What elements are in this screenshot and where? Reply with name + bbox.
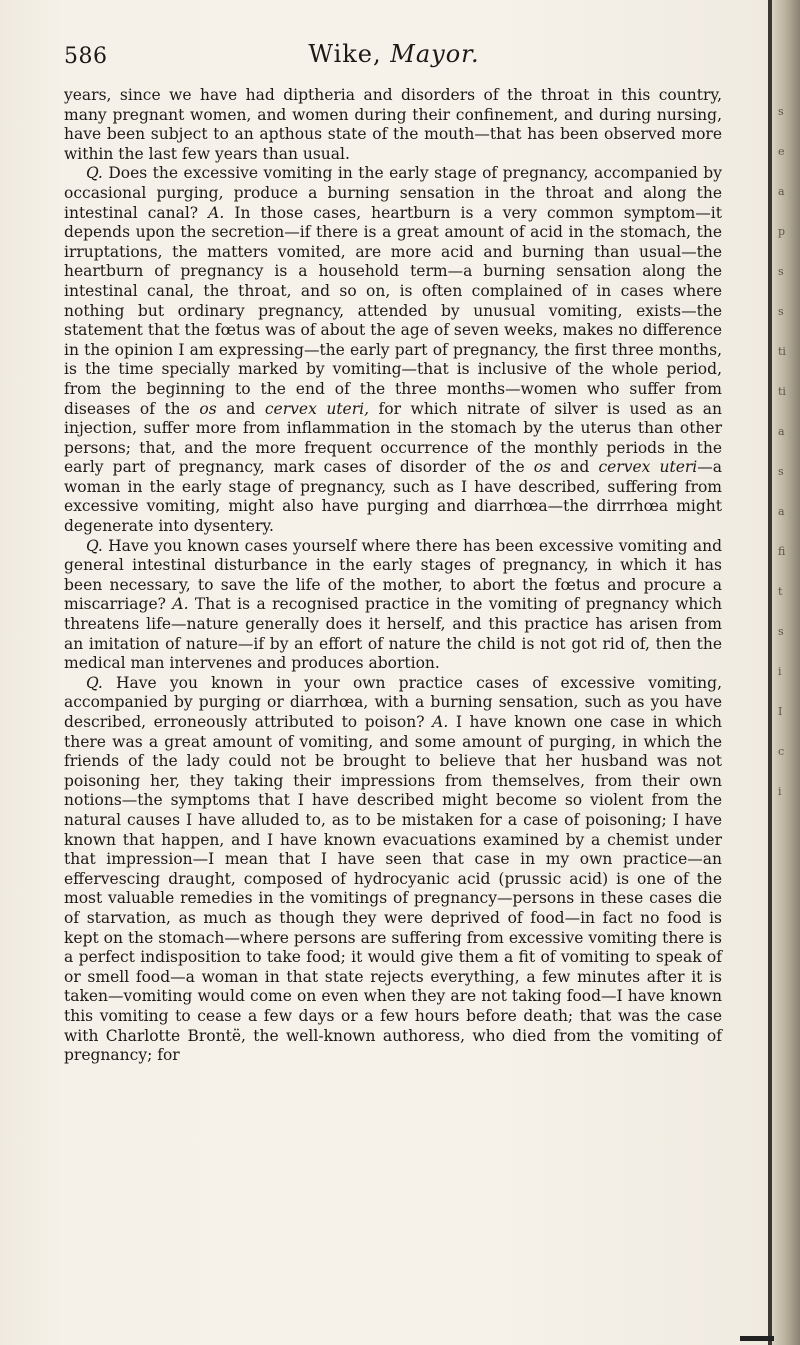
facing-page-fragment: ti	[778, 385, 786, 398]
italic-text: cervex uteri	[598, 458, 698, 477]
facing-page-fragment: c	[778, 745, 785, 758]
italic-text: Q.	[86, 536, 103, 555]
paragraph	[64, 537, 722, 674]
text-run: Does the excessive vomiting in the early stage of pregnancy, accompanied by occasional purging, produce a burning sensation in the throat and along the intestinal canal?	[64, 164, 722, 222]
facing-page-fragment: s	[778, 305, 784, 318]
running-head-title: Mayor.	[390, 40, 480, 68]
facing-page-fragment: e	[778, 145, 785, 158]
text-run: In those cases, heartburn is a very common symptom—it depends upon the secretion—if there is a great amount of acid in the stomach, the irruptations, the matters vomited, are more acid and burning than usual—the heartburn of pregnancy is a household term—a burning sensation along the intestinal canal, the throat, and so on, is often complained of in cases where nothing but ordinary pregnancy, attended by unusual vomiting, exists—the statement that the fœtus was of about the age of seven weeks, makes no difference in the opinion I am expressing—the early part of pregnancy, the first three months, is the time specially marked by vomiting—that is inclusive of the whole period, from the beginning to the end of the three months—women who suffer from diseases of the	[64, 203, 722, 418]
running-head	[64, 40, 724, 68]
page-number: 586	[64, 44, 108, 69]
facing-page-fragment: ti	[778, 345, 786, 358]
facing-page-fragments	[778, 92, 798, 812]
body-text	[64, 86, 722, 1066]
running-head-name: Wike,	[308, 40, 382, 68]
text-run: for which nitrate of silver is used as an injection, suffer more from inflammation in the stomach by the uterus than other persons; that, and the more frequent occurrence of the monthly periods in the early part of pregnancy, mark cases of disorder of the	[64, 399, 722, 477]
paragraph	[64, 86, 722, 164]
paragraph	[64, 164, 722, 536]
text-run: I have known one case in which there was a great amount of vomiting, and some amount of purging, in which the friends of the lady could not be brought to believe that her husband was not poisoning her, they taking their impressions from themselves, from their own notions—the symptoms that I have described might become so violent from the natural causes I have alluded to, as to be mistaken for a case of poisoning; I have known that happen, and I have known evacuations examined by a chemist under that impression—I mean that I have seen that case in my own practice—an effervescing draught, composed of hydrocyanic acid (prussic acid) is one of the most valuable remedies in the vomitings of pregnancy—persons in these cases die of starvation, as much as though they were deprived of food—in fact no food is kept on the stomach—where persons are suffering from excessive vomiting there is a perfect indisposition to take food; it would give them a fit of vomiting to speak of or smell food—a woman in that state rejects everything, a few minutes after it is taken—vomiting would come on even when they are not taking food—I have known this vomiting to cease a few days or a few hours before death; that was the case with Charlotte Brontë, the well-known authoress, who died from the vomiting of pregnancy; for	[64, 713, 722, 1065]
italic-text: Q.	[86, 673, 103, 692]
facing-page-fragment: i	[778, 785, 782, 798]
bottom-rule	[740, 1336, 774, 1341]
page-header	[64, 40, 724, 80]
italic-text: cervex uteri,	[264, 399, 370, 418]
facing-page-fragment: fi	[778, 545, 786, 558]
italic-text: A.	[432, 713, 449, 731]
text-run: and	[551, 458, 599, 477]
facing-page-fragment: s	[778, 265, 784, 278]
text-run: years, since we have had diptheria and disorders of the throat in this country, many pregnant women, and women during their confinement, and during nursing, have been subject to an apthous state of the mouth—that has been observed more within the last few years than usual.	[64, 86, 722, 163]
italic-text: A.	[172, 595, 189, 614]
facing-page-fragment: a	[778, 185, 785, 198]
facing-page-fragment: s	[778, 105, 784, 118]
paragraph	[64, 674, 722, 1066]
facing-page-fragment: I	[778, 705, 783, 718]
italic-text: A.	[208, 203, 225, 222]
italic-text: Q.	[86, 164, 103, 183]
text-run: Have you known in your own practice cases of excessive vomiting, accompanied by purging or diarrhœa, with a burning sensation, such as you have described, erroneously attributed to poison?	[64, 673, 722, 731]
text-run: Have you known cases yourself where there has been excessive vomiting and general intestinal disturbance in the early stages of pregnancy, in which it has been necessary, to save the life of the mother, to abort the fœtus and procure a miscarriage?	[64, 536, 722, 614]
text-run: and	[216, 399, 265, 418]
italic-text: os	[533, 458, 552, 477]
facing-page-fragment: p	[778, 225, 786, 238]
facing-page-fragment: i	[778, 665, 782, 678]
text-run: That is a recognised practice in the vomiting of pregnancy which threatens life—nature generally does it herself, and this practice has arisen from an imitation of nature—if by an effort of nature the child is not got rid of, then the medical man intervenes and produces abortion.	[64, 595, 722, 673]
facing-page-fragment: s	[778, 625, 784, 638]
text-run: —a woman in the early stage of pregnancy, such as I have described, suffering from excessive vomiting, might also have purging and diarrhœa—the dirrrhœa might degenerate into dysentery.	[64, 458, 722, 536]
facing-page-fragment: a	[778, 505, 785, 518]
facing-page-fragment: s	[778, 465, 784, 478]
facing-page-fragment: t	[778, 585, 783, 598]
italic-text: os	[199, 399, 217, 418]
facing-page-fragment: a	[778, 425, 785, 438]
